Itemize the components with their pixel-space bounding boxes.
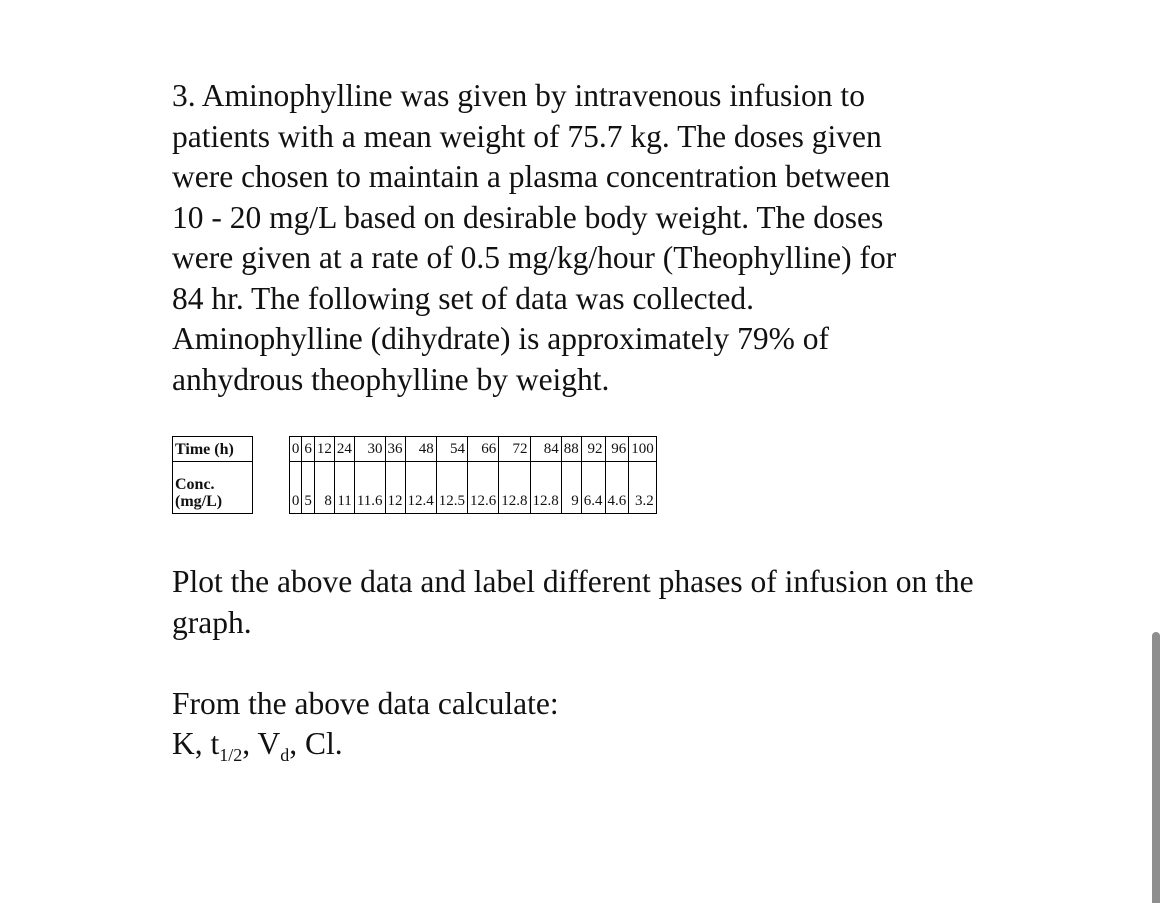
time-row-label: Time (h) <box>173 437 253 462</box>
table-spacer <box>252 462 289 514</box>
conc-cell: 9 <box>561 462 581 514</box>
conc-row-label <box>173 462 253 514</box>
conc-cell: 12.8 <box>499 462 530 514</box>
time-cell: 24 <box>334 437 354 462</box>
time-cell: 6 <box>302 437 315 462</box>
conc-cell: 3.2 <box>629 462 657 514</box>
conc-cell: 5 <box>302 462 315 514</box>
conc-cell: 12.5 <box>436 462 467 514</box>
time-cell: 36 <box>385 437 405 462</box>
instruction-text: Plot the above data and label different phases of infusion on the graph. <box>172 564 974 640</box>
conc-cell: 11.6 <box>354 462 385 514</box>
calc-intro: From the above data calculate: <box>172 686 559 721</box>
time-cell: 96 <box>605 437 629 462</box>
time-cell: 48 <box>405 437 436 462</box>
conc-cell: 8 <box>314 462 334 514</box>
time-cell: 84 <box>530 437 561 462</box>
time-cell: 30 <box>354 437 385 462</box>
time-cell: 92 <box>581 437 605 462</box>
calc-variables <box>172 724 343 776</box>
calc-sep1: , V <box>242 726 281 761</box>
conc-cell: 4.6 <box>605 462 629 514</box>
conc-cell: 11 <box>334 462 354 514</box>
data-table <box>172 436 657 514</box>
time-cell: 12 <box>314 437 334 462</box>
time-cell: 66 <box>468 437 499 462</box>
table-spacer <box>252 437 289 462</box>
time-cell: 0 <box>289 437 302 462</box>
calc-k: K, t <box>172 726 220 761</box>
time-cell: 88 <box>561 437 581 462</box>
conc-cell: 12 <box>385 462 405 514</box>
time-cell: 100 <box>629 437 657 462</box>
scrollbar[interactable] <box>1152 632 1160 903</box>
conc-cell: 6.4 <box>581 462 605 514</box>
time-cell: 72 <box>499 437 530 462</box>
conc-cell: 12.6 <box>468 462 499 514</box>
calc-v-sub: d <box>280 745 290 765</box>
conc-cell: 0 <box>289 462 302 514</box>
conc-label-line1: Conc. <box>175 476 215 493</box>
conc-label-line2: (mg/L) <box>175 493 223 510</box>
calc-sep2: , Cl. <box>289 726 343 761</box>
time-cell: 54 <box>436 437 467 462</box>
question-text: 3. Aminophylline was given by intravenous infusion to patients with a mean weight of 75.7 kg. The doses given were chosen to maintain a plasma concentration between 10 - 20 mg/L based on desirable body weight. The doses were given at a rate of 0.5 mg/kg/hour (Theophylline) for 84 hr. The following set of data was collected. Aminophylline (dihydrate) is approximately 79% of anhydrous theophylline by weight. <box>172 78 897 397</box>
conc-cell: 12.8 <box>530 462 561 514</box>
conc-cell: 12.4 <box>405 462 436 514</box>
calc-t-sub: 1/2 <box>219 745 243 765</box>
